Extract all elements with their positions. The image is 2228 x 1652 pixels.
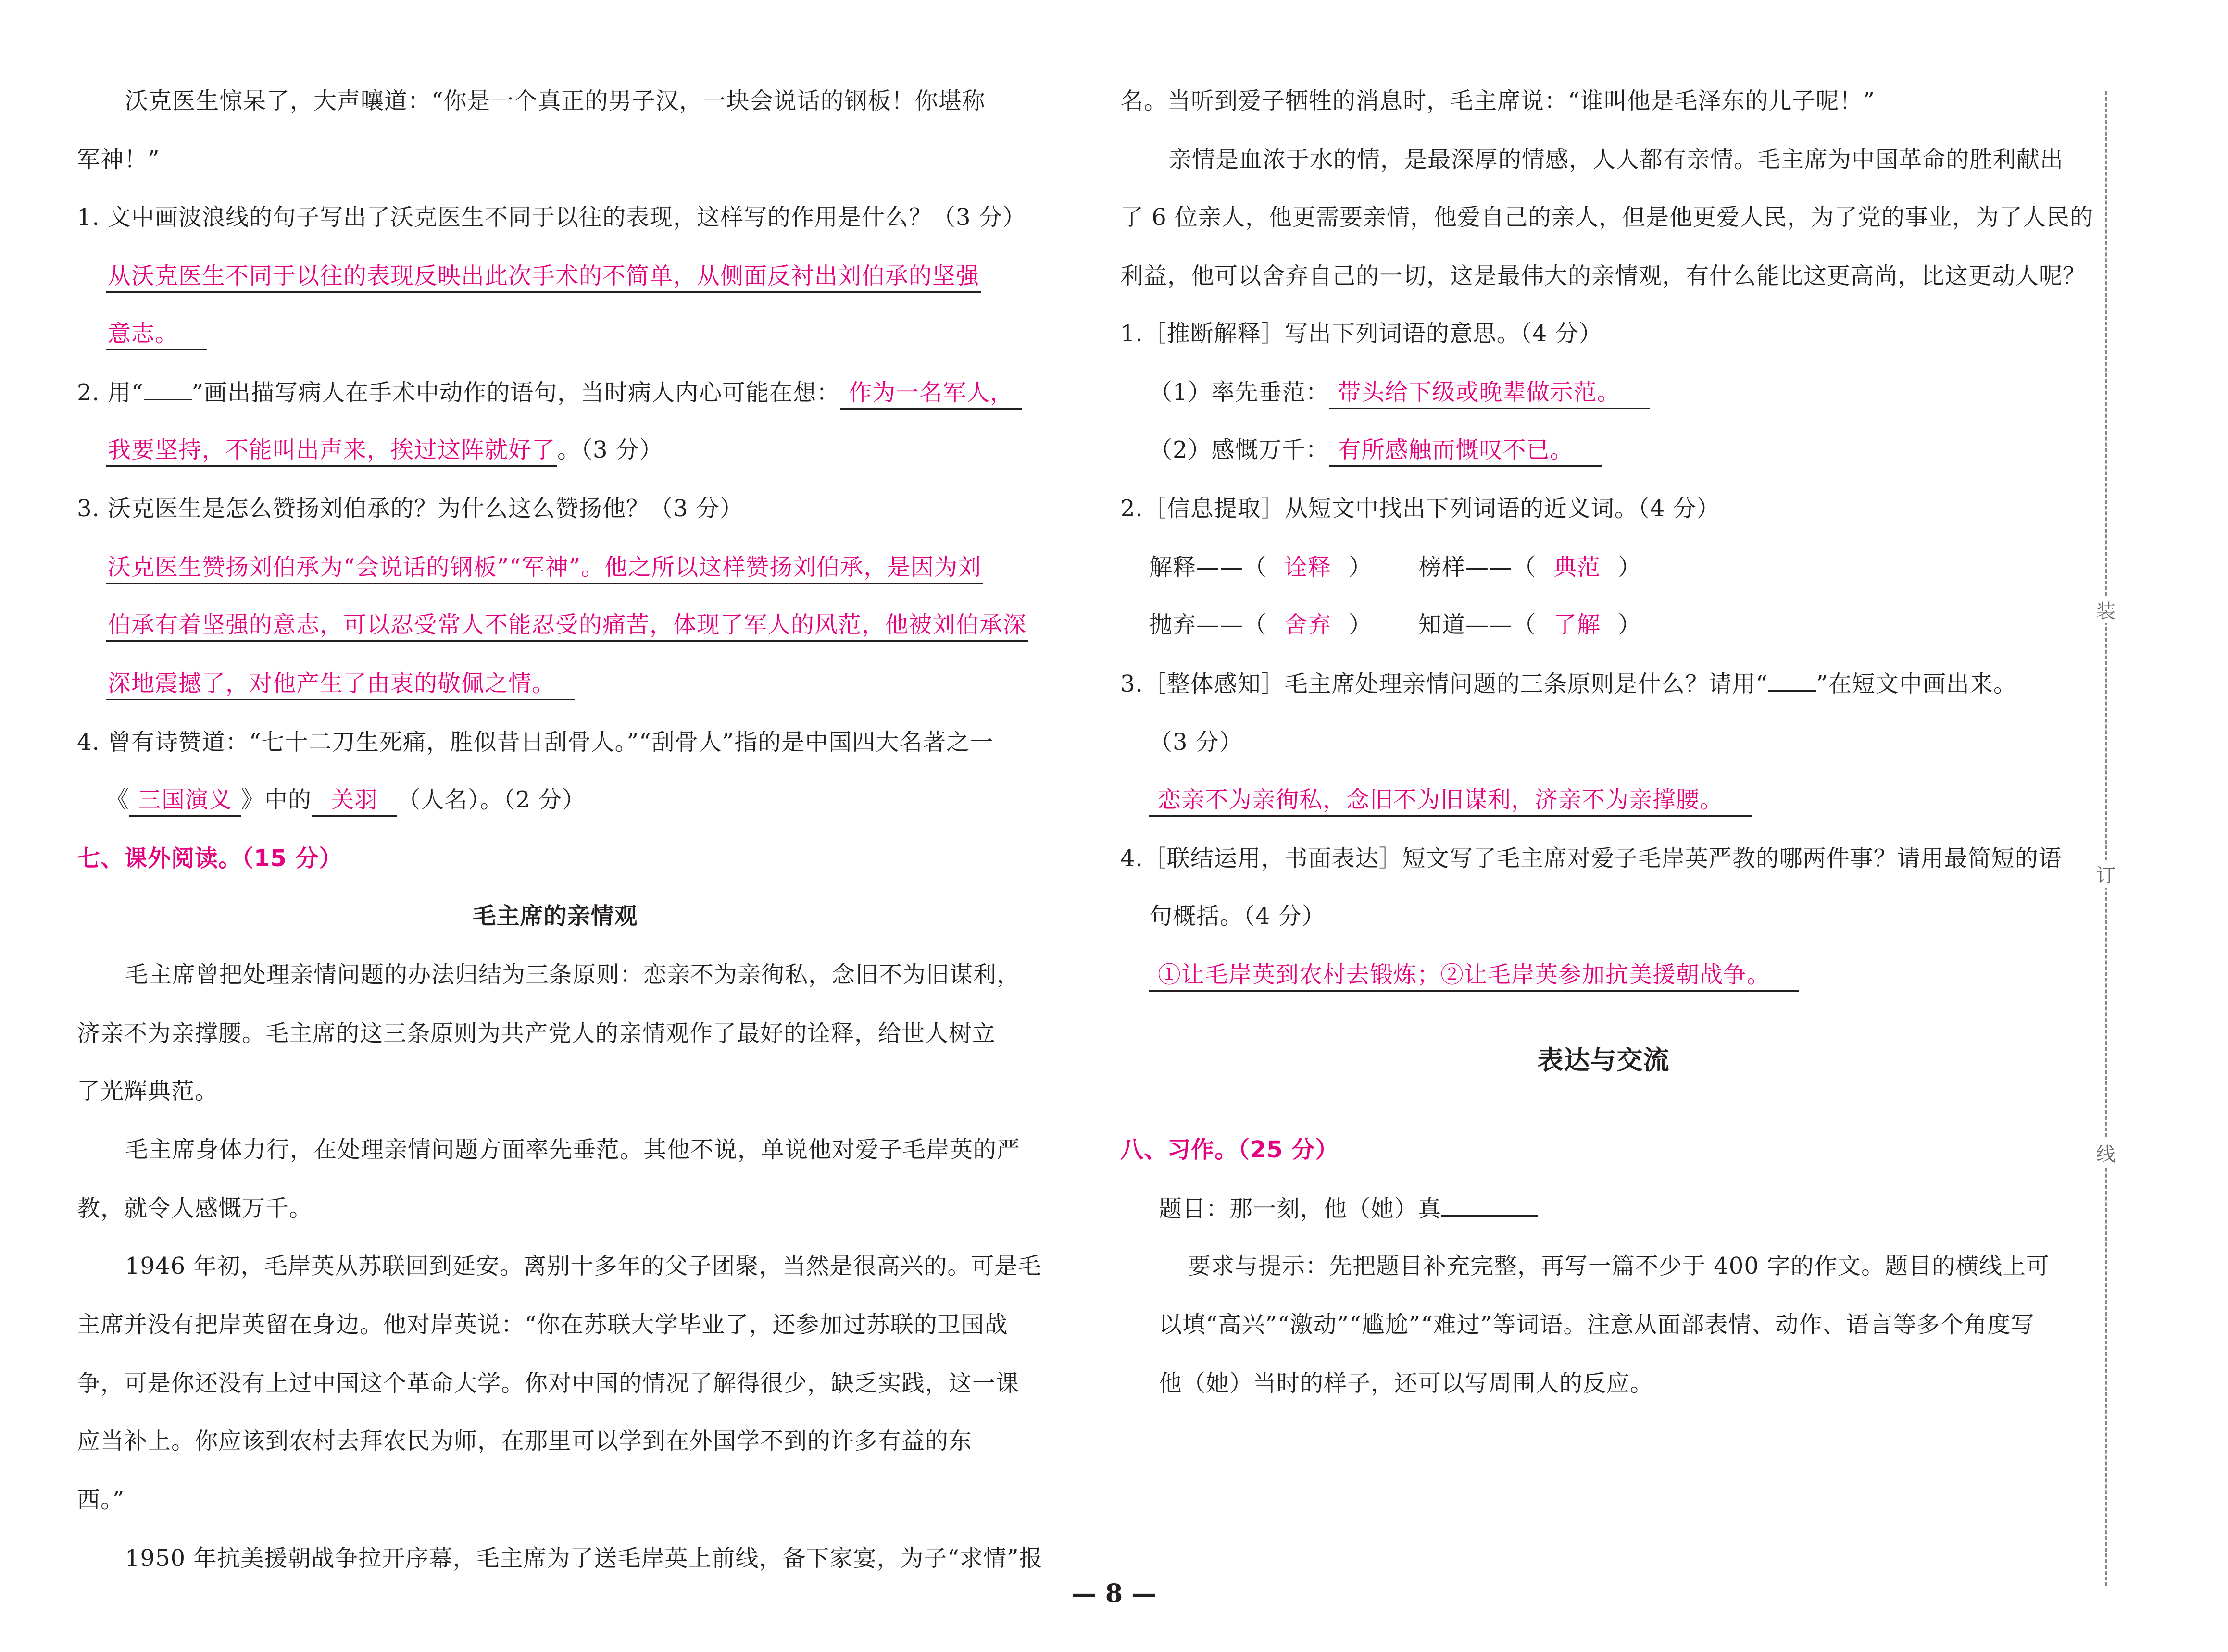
text-line: 西。” (77, 1486, 125, 1513)
binding-dashed-line (2105, 91, 2107, 1586)
text-line: 名。当听到爱子牺牲的消息时，毛主席说：“谁叫他是毛泽东的儿子呢！” (1120, 87, 1876, 114)
word: 知道——（ (1418, 611, 1537, 638)
question-r4-line2: 句概括。（4 分） (1149, 903, 1326, 930)
topic-text: 题目：那一刻，他（她）真 (1159, 1195, 1442, 1222)
answer-text: 诠释 (1284, 554, 1332, 581)
paren-close: ） (1618, 554, 1642, 581)
question-text: 》中的 (241, 786, 312, 813)
answer-name: 关羽 (312, 785, 397, 817)
answer-text: 了解 (1553, 611, 1601, 638)
text-line: 军神！” (77, 146, 160, 173)
text-line: 了 6 位亲人，他更需要亲情，他爱自己的亲人，但是他更爱人民，为了党的事业，为了人民的 (1120, 204, 2094, 231)
text-line: 主席并没有把岸英留在身边。他对岸英说：“你在苏联大学毕业了，还参加过苏联的卫国战 (77, 1311, 1008, 1338)
question-text: 2. 用“ (77, 379, 144, 406)
answer-3-line3 (106, 669, 575, 700)
answer-3-line1 (106, 553, 983, 584)
margin-mark: 装 (2094, 596, 2117, 623)
page-number: — 8 — (1071, 1579, 1157, 1608)
answer-text: 恋亲不为亲徇私，念旧不为旧谋利，济亲不为亲撑腰。 (1149, 785, 1752, 817)
question-r1: 1.［推断解释］写出下列词语的意思。（4 分） (1120, 320, 1602, 347)
answer-text: ①让毛岸英到农村去锻炼；②让毛岸英参加抗美援朝战争。 (1149, 960, 1799, 992)
section-8-heading: 八、习作。（25 分） (1120, 1136, 1339, 1163)
answer-text: 从沃克医生不同于以往的表现反映出此次手术的不简单，从侧面反衬出刘伯承的坚强 (106, 261, 981, 293)
essay-topic (1159, 1194, 1538, 1223)
word: 榜样——（ (1418, 554, 1537, 581)
question-4-line2 (106, 785, 586, 817)
section-title: 表达与交流 (1537, 1045, 1670, 1075)
answer-text: 我要坚持，不能叫出声来，挨过这阵就好了 (106, 435, 557, 467)
text-line: 1950 年抗美援朝战争拉开序幕，毛主席为了送毛岸英上前线，备下家宴，为子“求情”报 (125, 1545, 1043, 1572)
text-line: 应当补上。你应该到农村去拜农民为师，在那里可以学到在外国学不到的许多有益的东 (77, 1428, 973, 1454)
question-text: （人名）。（2 分） (397, 786, 586, 813)
answer-text: 伯承有着坚强的意志，可以忍受常人不能忍受的痛苦，体现了军人的风范，他被刘伯承深 (106, 610, 1028, 642)
requirement-line: 以填“高兴”“激动”“尴尬”“难过”等词语。注意从面部表情、动作、语言等多个角度写 (1159, 1311, 2035, 1338)
question-text: 。（3 分） (557, 436, 663, 463)
text-line: 了光辉典范。 (77, 1078, 219, 1105)
text-line: 利益，他可以舍弃自己的一切，这是最伟大的亲情观，有什么能比这更高尚，比这更动人呢？ (1120, 262, 2087, 289)
question-text: （2）感慨万千： (1149, 436, 1329, 463)
question-r4: 4.［联结运用，书面表达］短文写了毛主席对爱子毛岸英严教的哪两件事？请用最简短的语 (1120, 845, 2062, 872)
question-text: ”画出描写病人在手术中动作的语句，当时病人内心可能在想： (191, 379, 840, 406)
answer-1-line2 (106, 319, 207, 350)
answer-1-line1 (106, 261, 981, 293)
question-text: 《 (106, 786, 130, 813)
question-r3-score: （3 分） (1149, 729, 1243, 756)
synonym-pair (1418, 553, 1641, 582)
question-r3 (1120, 669, 2017, 698)
text-line: 亲情是血浓于水的情，是最深厚的情感，人人都有亲情。毛主席为中国革命的胜利献出 (1168, 146, 2064, 173)
answer-r4 (1149, 960, 1799, 992)
question-2 (77, 378, 1022, 410)
synonym-pair (1149, 553, 1372, 582)
topic-blank (1441, 1194, 1538, 1217)
section-7-heading: 七、课外阅读。（15 分） (77, 845, 343, 872)
answer-book: 三国演义 (129, 785, 241, 817)
question-3: 3. 沃克医生是怎么赞扬刘伯承的？为什么这么赞扬他？（3 分） (77, 495, 743, 522)
answer-text: 沃克医生赞扬刘伯承为“会说话的钢板”“军神”。他之所以这样赞扬刘伯承，是因为刘 (106, 553, 983, 584)
answer-text: 作为一名军人， (840, 378, 1022, 410)
question-1: 1. 文中画波浪线的句子写出了沃克医生不同于以往的表现，这样写的作用是什么？（3 分） (77, 204, 1026, 231)
underline-mark (144, 378, 192, 400)
text-line: 争，可是你还没有上过中国这个革命大学。你对中国的情况了解得很少，缺乏实践，这一课 (77, 1370, 1020, 1397)
answer-text: 深地震撼了，对他产生了由衷的敬佩之情。 (106, 669, 575, 700)
question-r2: 2.［信息提取］从短文中找出下列词语的近义词。（4 分） (1120, 495, 1720, 522)
paren-close: ） (1349, 611, 1373, 638)
margin-mark: 订 (2094, 860, 2117, 888)
question-text: 3.［整体感知］毛主席处理亲情问题的三条原则是什么？请用“ (1120, 671, 1768, 697)
answer-r3 (1149, 785, 1752, 817)
paren-close: ） (1349, 554, 1373, 581)
question-r1-2 (1149, 435, 1602, 467)
answer-text: 典范 (1553, 554, 1601, 581)
synonym-pair (1149, 610, 1372, 639)
article-title: 毛主席的亲情观 (473, 903, 638, 930)
question-4: 4. 曾有诗赞道：“七十二刀生死痛，胜似昔日刮骨人。”“刮骨人”指的是中国四大名著之一 (77, 729, 994, 756)
word: 解释——（ (1149, 554, 1267, 581)
margin-mark: 线 (2094, 1139, 2117, 1167)
text-line: 济亲不为亲撑腰。毛主席的这三条原则为共产党人的亲情观作了最好的诠释，给世人树立 (77, 1020, 996, 1047)
text-line: 沃克医生惊呆了，大声嚷道：“你是一个真正的男子汉，一块会说话的钢板！你堪称 (125, 87, 986, 114)
underline-mark (1768, 669, 1816, 692)
question-text: ”在短文中画出来。 (1816, 671, 2017, 697)
requirement-line: 要求与提示：先把题目补充完整，再写一篇不少于 400 字的作文。题目的横线上可 (1188, 1253, 2050, 1279)
synonym-pair (1418, 610, 1641, 639)
answer-text: 带头给下级或晚辈做示范。 (1329, 378, 1650, 409)
question-text: （1）率先垂范： (1149, 379, 1329, 406)
answer-text: 有所感触而慨叹不已。 (1329, 435, 1602, 467)
text-line: 毛主席身体力行，在处理亲情问题方面率先垂范。其他不说，单说他对爱子毛岸英的严 (125, 1136, 1021, 1163)
requirement-line: 他（她）当时的样子，还可以写周围人的反应。 (1159, 1370, 1654, 1397)
answer-3-line2 (106, 610, 1028, 642)
question-2-line2 (106, 435, 663, 467)
answer-text: 舍弃 (1284, 611, 1332, 638)
answer-text: 意志。 (106, 319, 207, 350)
text-line: 教，就令人感慨万千。 (77, 1195, 313, 1222)
question-r1-1 (1149, 378, 1650, 409)
paren-close: ） (1618, 611, 1642, 638)
text-line: 1946 年初，毛岸英从苏联回到延安。离别十多年的父子团聚，当然是很高兴的。可是毛 (125, 1253, 1042, 1279)
text-line: 毛主席曾把处理亲情问题的办法归结为三条原则：恋亲不为亲徇私，念旧不为旧谋利， (125, 961, 1021, 988)
word: 抛弃——（ (1149, 611, 1267, 638)
